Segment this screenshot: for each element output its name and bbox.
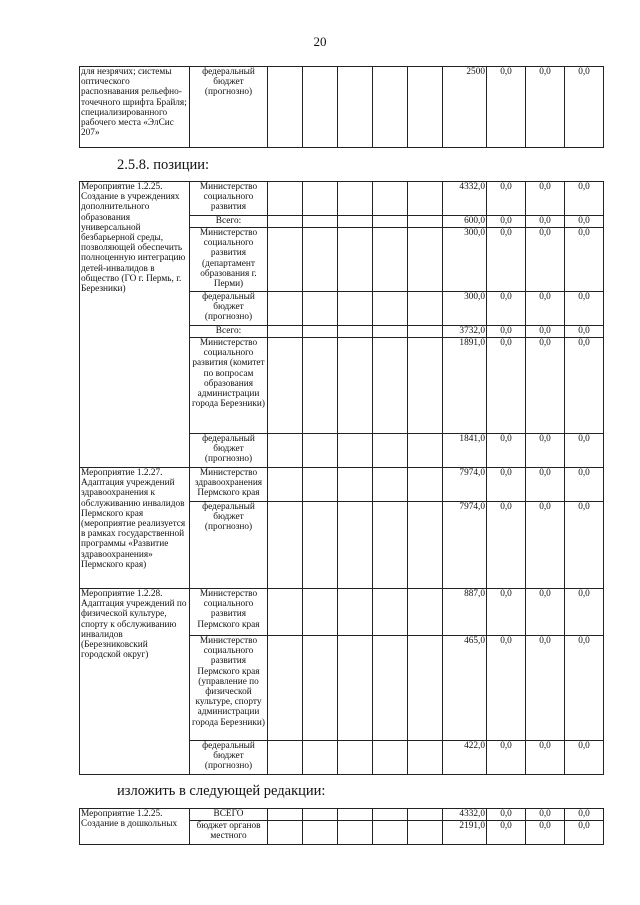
amount-cell: 0,0 — [526, 216, 565, 228]
amount-cell: 3732,0 — [443, 326, 487, 338]
empty-cell — [338, 216, 373, 228]
empty-cell — [338, 502, 373, 589]
amount-cell: 0,0 — [526, 292, 565, 326]
empty-cell — [268, 182, 303, 216]
section-heading: 2.5.8. позиции: — [117, 157, 210, 173]
amount-cell: 0,0 — [526, 741, 565, 775]
executor-cell: Всего: — [190, 216, 268, 228]
amount-cell: 0,0 — [565, 741, 604, 775]
amount-cell: 0,0 — [565, 589, 604, 636]
empty-cell — [268, 338, 303, 434]
empty-cell — [303, 228, 338, 292]
amount-cell: 300,0 — [443, 228, 487, 292]
executor-cell: федеральный бюджет (прогнозно) — [190, 741, 268, 775]
empty-cell — [303, 292, 338, 326]
empty-cell — [408, 216, 443, 228]
empty-cell — [408, 821, 443, 845]
empty-cell — [303, 67, 338, 148]
empty-cell — [303, 821, 338, 845]
table-row — [80, 468, 604, 502]
amount-cell: 0,0 — [565, 182, 604, 216]
empty-cell — [303, 434, 338, 468]
table-row — [80, 809, 604, 821]
empty-cell — [338, 636, 373, 741]
executor-cell: бюджет органов местного — [190, 821, 268, 845]
empty-cell — [373, 502, 408, 589]
amount-cell: 422,0 — [443, 741, 487, 775]
empty-cell — [338, 292, 373, 326]
amount-cell: 465,0 — [443, 636, 487, 741]
executor-cell: Министерство социального развития (комитет по вопросам образования администрации города Березники) — [190, 338, 268, 434]
empty-cell — [303, 809, 338, 821]
amount-cell: 0,0 — [565, 502, 604, 589]
empty-cell — [303, 216, 338, 228]
empty-cell — [338, 468, 373, 502]
empty-cell — [268, 821, 303, 845]
amount-cell: 0,0 — [526, 228, 565, 292]
empty-cell — [408, 636, 443, 741]
measure-name-cell: Мероприятие 1.2.25. Создание в учреждениях дополнительного образования универсальной безбарьерной среды, позволяющей обеспечить полноценную интеграцию детей-инвалидов в общество (ГО г. Пермь, г. Березники) — [80, 182, 190, 468]
measure-name-cell: для незрячих; системы оптического распознавания рельефно-точечного шрифта Брайля; специализированного рабочего места «ЭлСис 207» — [80, 67, 190, 148]
measure-name-cell: Мероприятие 1.2.25. Создание в дошкольных — [80, 809, 190, 845]
budget-table-positions — [79, 181, 604, 775]
empty-cell — [408, 741, 443, 775]
table-row — [80, 67, 604, 148]
amount-cell: 0,0 — [487, 216, 526, 228]
empty-cell — [338, 589, 373, 636]
empty-cell — [408, 468, 443, 502]
empty-cell — [268, 228, 303, 292]
executor-cell: Министерство социального развития Пермского края (управление по физической культуре, спорту администрации города Березники) — [190, 636, 268, 741]
amount-cell: 0,0 — [565, 326, 604, 338]
empty-cell — [268, 636, 303, 741]
budget-table-new-edition — [79, 808, 604, 845]
amount-cell: 0,0 — [526, 502, 565, 589]
amount-cell: 2191,0 — [443, 821, 487, 845]
empty-cell — [338, 326, 373, 338]
amount-cell: 0,0 — [565, 216, 604, 228]
empty-cell — [408, 182, 443, 216]
empty-cell — [408, 292, 443, 326]
amount-cell: 0,0 — [565, 67, 604, 148]
amount-cell: 0,0 — [487, 67, 526, 148]
empty-cell — [338, 821, 373, 845]
amount-cell: 0,0 — [526, 636, 565, 741]
amount-cell: 0,0 — [526, 809, 565, 821]
amount-cell: 0,0 — [526, 67, 565, 148]
amount-cell: 0,0 — [487, 821, 526, 845]
amount-cell: 0,0 — [565, 809, 604, 821]
empty-cell — [268, 216, 303, 228]
executor-cell: Министерство социального развития (департамент образования г. Перми) — [190, 228, 268, 292]
amount-cell: 4332,0 — [443, 809, 487, 821]
amount-cell: 0,0 — [565, 468, 604, 502]
empty-cell — [408, 67, 443, 148]
empty-cell — [268, 741, 303, 775]
empty-cell — [268, 589, 303, 636]
empty-cell — [268, 326, 303, 338]
empty-cell — [338, 338, 373, 434]
empty-cell — [303, 502, 338, 589]
amount-cell: 7974,0 — [443, 468, 487, 502]
amount-cell: 0,0 — [526, 182, 565, 216]
measure-name-cell: Мероприятие 1.2.27. Адаптация учреждений здравоохранения к обслуживанию инвалидов Пермского края (мероприятие реализуется в рамках государственной программы «Развитие здравоохранения» Пермского края) — [80, 468, 190, 589]
empty-cell — [373, 326, 408, 338]
amount-cell: 0,0 — [487, 434, 526, 468]
executor-cell: Всего: — [190, 326, 268, 338]
empty-cell — [268, 292, 303, 326]
empty-cell — [408, 434, 443, 468]
empty-cell — [408, 589, 443, 636]
empty-cell — [373, 821, 408, 845]
amount-cell: 0,0 — [526, 434, 565, 468]
empty-cell — [303, 338, 338, 434]
amount-cell: 0,0 — [565, 636, 604, 741]
empty-cell — [373, 338, 408, 434]
empty-cell — [338, 741, 373, 775]
empty-cell — [268, 809, 303, 821]
amount-cell: 600,0 — [443, 216, 487, 228]
amount-cell: 0,0 — [487, 502, 526, 589]
empty-cell — [373, 589, 408, 636]
amount-cell: 300,0 — [443, 292, 487, 326]
empty-cell — [268, 434, 303, 468]
amount-cell: 0,0 — [487, 809, 526, 821]
amount-cell: 0,0 — [565, 434, 604, 468]
amount-cell: 0,0 — [526, 468, 565, 502]
amount-cell: 2500 — [443, 67, 487, 148]
empty-cell — [408, 338, 443, 434]
executor-cell: федеральный бюджет (прогнозно) — [190, 67, 268, 148]
amount-cell: 0,0 — [487, 228, 526, 292]
amount-cell: 1891,0 — [443, 338, 487, 434]
empty-cell — [373, 434, 408, 468]
amount-cell: 0,0 — [526, 326, 565, 338]
budget-table-continued — [79, 66, 604, 148]
empty-cell — [373, 809, 408, 821]
page-number: 20 — [313, 34, 327, 49]
empty-cell — [373, 67, 408, 148]
amount-cell: 0,0 — [526, 589, 565, 636]
amount-cell: 0,0 — [487, 292, 526, 326]
empty-cell — [373, 182, 408, 216]
empty-cell — [408, 502, 443, 589]
executor-cell: федеральный бюджет (прогнозно) — [190, 292, 268, 326]
executor-cell: ВСЕГО — [190, 809, 268, 821]
empty-cell — [373, 228, 408, 292]
empty-cell — [408, 809, 443, 821]
empty-cell — [303, 636, 338, 741]
amount-cell: 0,0 — [487, 741, 526, 775]
empty-cell — [373, 741, 408, 775]
empty-cell — [338, 228, 373, 292]
executor-cell: Министерство социального развития Пермского края — [190, 589, 268, 636]
amount-cell: 0,0 — [565, 228, 604, 292]
empty-cell — [338, 434, 373, 468]
empty-cell — [268, 67, 303, 148]
amount-cell: 0,0 — [565, 338, 604, 434]
measure-name-cell: Мероприятие 1.2.28. Адаптация учреждений по физической культуре, спорту к обслуживанию инвалидов (Березниковский городской округ) — [80, 589, 190, 775]
amount-cell: 0,0 — [487, 326, 526, 338]
empty-cell — [303, 326, 338, 338]
empty-cell — [373, 468, 408, 502]
amount-cell: 0,0 — [526, 821, 565, 845]
table-row — [80, 589, 604, 636]
executor-cell: Министерство социального развития — [190, 182, 268, 216]
executor-cell: федеральный бюджет (прогнозно) — [190, 502, 268, 589]
empty-cell — [373, 216, 408, 228]
empty-cell — [303, 741, 338, 775]
amount-cell: 4332,0 — [443, 182, 487, 216]
amount-cell: 0,0 — [487, 636, 526, 741]
empty-cell — [338, 182, 373, 216]
amendment-heading: изложить в следующей редакции: — [117, 783, 326, 799]
amount-cell: 7974,0 — [443, 502, 487, 589]
amount-cell: 0,0 — [487, 182, 526, 216]
empty-cell — [268, 468, 303, 502]
amount-cell: 887,0 — [443, 589, 487, 636]
empty-cell — [408, 228, 443, 292]
empty-cell — [338, 67, 373, 148]
amount-cell: 0,0 — [526, 338, 565, 434]
amount-cell: 0,0 — [565, 292, 604, 326]
amount-cell: 0,0 — [487, 338, 526, 434]
empty-cell — [303, 589, 338, 636]
empty-cell — [303, 468, 338, 502]
empty-cell — [303, 182, 338, 216]
empty-cell — [338, 809, 373, 821]
empty-cell — [373, 292, 408, 326]
empty-cell — [373, 636, 408, 741]
amount-cell: 0,0 — [487, 468, 526, 502]
empty-cell — [268, 502, 303, 589]
executor-cell: Министерство здравоохранения Пермского края — [190, 468, 268, 502]
empty-cell — [408, 326, 443, 338]
amount-cell: 0,0 — [565, 821, 604, 845]
table-row — [80, 182, 604, 216]
executor-cell: федеральный бюджет (прогнозно) — [190, 434, 268, 468]
amount-cell: 1841,0 — [443, 434, 487, 468]
amount-cell: 0,0 — [487, 589, 526, 636]
